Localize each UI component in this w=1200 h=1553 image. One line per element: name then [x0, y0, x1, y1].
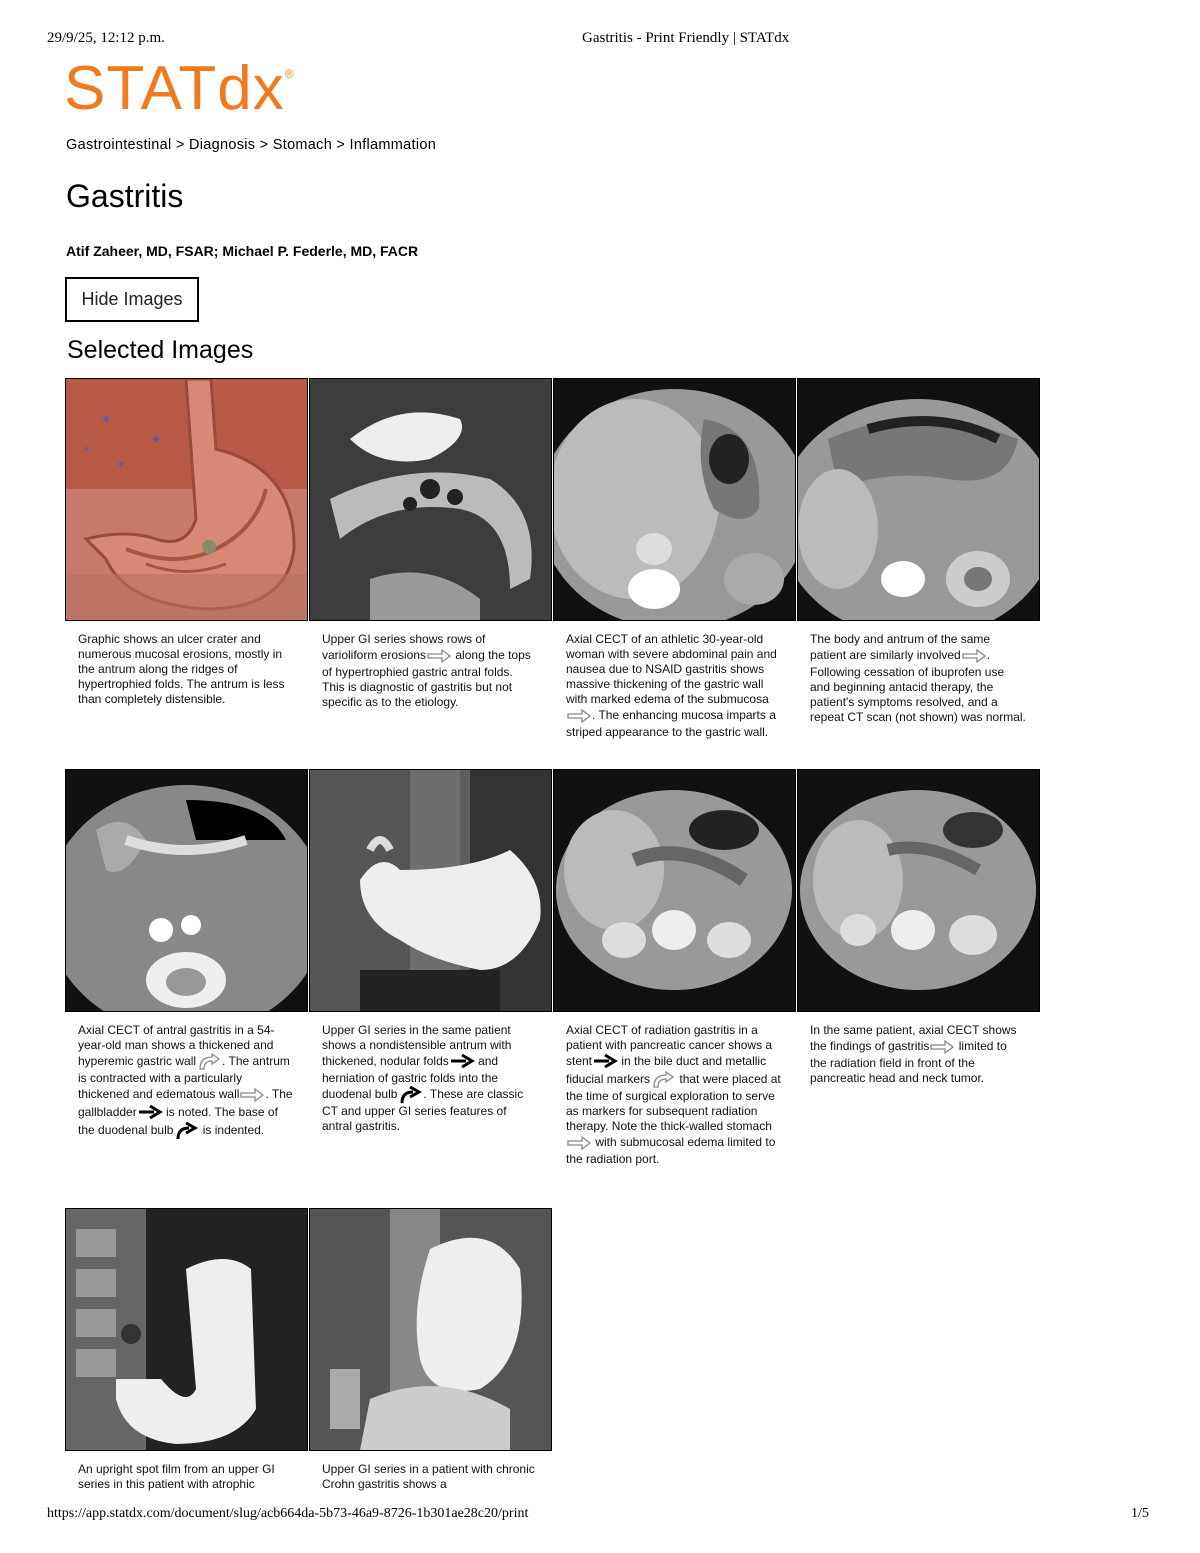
print-datetime: 29/9/25, 12:12 p.m. — [47, 30, 165, 46]
caption-7: Axial CECT of radiation gastritis in a patient with pancreatic cancer shows a stent in the bile duct and metallic fiducial markers that were placed at the time of surgical exploration to serve as markers for subsequent radiation therapy. Note the thick-walled stomach with submucosal edema limited to the radiation port. — [566, 1023, 781, 1166]
print-page-number: 1/5 — [1131, 1506, 1149, 1521]
curved-open-arrow-icon — [650, 1071, 676, 1089]
hide-images-button[interactable]: Hide Images — [65, 277, 199, 322]
logo-text: STATdx — [64, 54, 285, 123]
image-upper-gi-crohn[interactable] — [309, 1208, 552, 1451]
image-axial-cect-radiation[interactable] — [553, 769, 796, 1012]
image-axial-cect-body-antrum[interactable] — [797, 378, 1040, 621]
caption-3: Axial CECT of an athletic 30-year-old woman with severe abdominal pain and nausea due to NSAID gastritis shows massive thickening of the gastric wall with marked edema of the submucosa. The enhancing mucosa imparts a striped appearance to the gastric wall. — [566, 632, 777, 739]
solid-arrow-icon — [592, 1053, 618, 1071]
caption-8: In the same patient, axial CECT shows the findings of gastritis limited to the radiation field in front of the pancreatic head and neck tumor. — [810, 1023, 1017, 1085]
image-upright-spot-film[interactable] — [65, 1208, 308, 1451]
image-axial-cect-radiation-field[interactable] — [797, 769, 1040, 1012]
print-page-title: Gastritis - Print Friendly | STATdx — [582, 30, 790, 46]
image-axial-cect-antral[interactable] — [65, 769, 308, 1012]
page-title: Gastritis — [66, 178, 184, 214]
statdx-logo[interactable] — [64, 54, 295, 123]
solid-arrow-icon — [137, 1104, 163, 1122]
caption-9: An upright spot film from an upper GI series in this patient with atrophic — [78, 1462, 275, 1491]
open-arrow-icon — [566, 707, 592, 725]
breadcrumb[interactable]: Gastrointestinal > Diagnosis > Stomach > Inflammation — [66, 137, 437, 153]
selected-images-heading: Selected Images — [67, 336, 254, 364]
caption-6: Upper GI series in the same patient shows a nondistensible antrum with thickened, nodular folds and herniation of gastric folds into the duodenal bulb . These are classic CT and upper GI series features of antral gastritis. — [322, 1023, 524, 1133]
open-arrow-icon — [929, 1038, 955, 1056]
caption-1: Graphic shows an ulcer crater and numerous mucosal erosions, mostly in the antrum along the ridges of hypertrophied folds. The antrum is less than completely distensible. — [78, 632, 285, 706]
curved-solid-arrow-icon — [173, 1122, 199, 1140]
authors: Atif Zaheer, MD, FSAR; Michael P. Federle, MD, FACR — [66, 243, 419, 259]
solid-arrow-icon — [449, 1053, 475, 1071]
print-url: https://app.statdx.com/document/slug/acb664da-5b73-46a9-8726-1b301ae28c20/print — [47, 1506, 529, 1521]
caption-4: The body and antrum of the same patient are similarly involved . Following cessation of ibuprofen use and beginning antacid therapy, the patient's symptoms resolved, and a repeat CT scan (not shown) was normal. — [810, 632, 1026, 724]
image-stomach-graphic[interactable] — [65, 378, 308, 621]
image-upper-gi-nodular[interactable] — [309, 769, 552, 1012]
image-upper-gi-erosions[interactable] — [309, 378, 552, 621]
open-arrow-icon — [566, 1134, 592, 1152]
caption-5: Axial CECT of antral gastritis in a 54-year-old man shows a thickened and hyperemic gastric wall . The antrum is contracted with a particularly thickened and edematous wall . The gallbladder is noted. The base of the duodenal bulb is indented. — [78, 1023, 294, 1140]
image-axial-cect-nsaid[interactable] — [553, 378, 796, 621]
curved-open-arrow-icon — [196, 1053, 222, 1071]
open-arrow-icon — [961, 647, 987, 665]
open-arrow-icon — [426, 647, 452, 665]
caption-2: Upper GI series shows rows of varioliform erosions along the tops of hypertrophied gastric antral folds. This is diagnostic of gastritis but not specific as to the etiology. — [322, 632, 531, 709]
logo-registered-mark: ® — [284, 67, 295, 81]
caption-10: Upper GI series in a patient with chronic Crohn gastritis shows a — [322, 1462, 535, 1491]
curved-solid-arrow-icon — [397, 1086, 423, 1104]
open-arrow-icon — [239, 1086, 265, 1104]
